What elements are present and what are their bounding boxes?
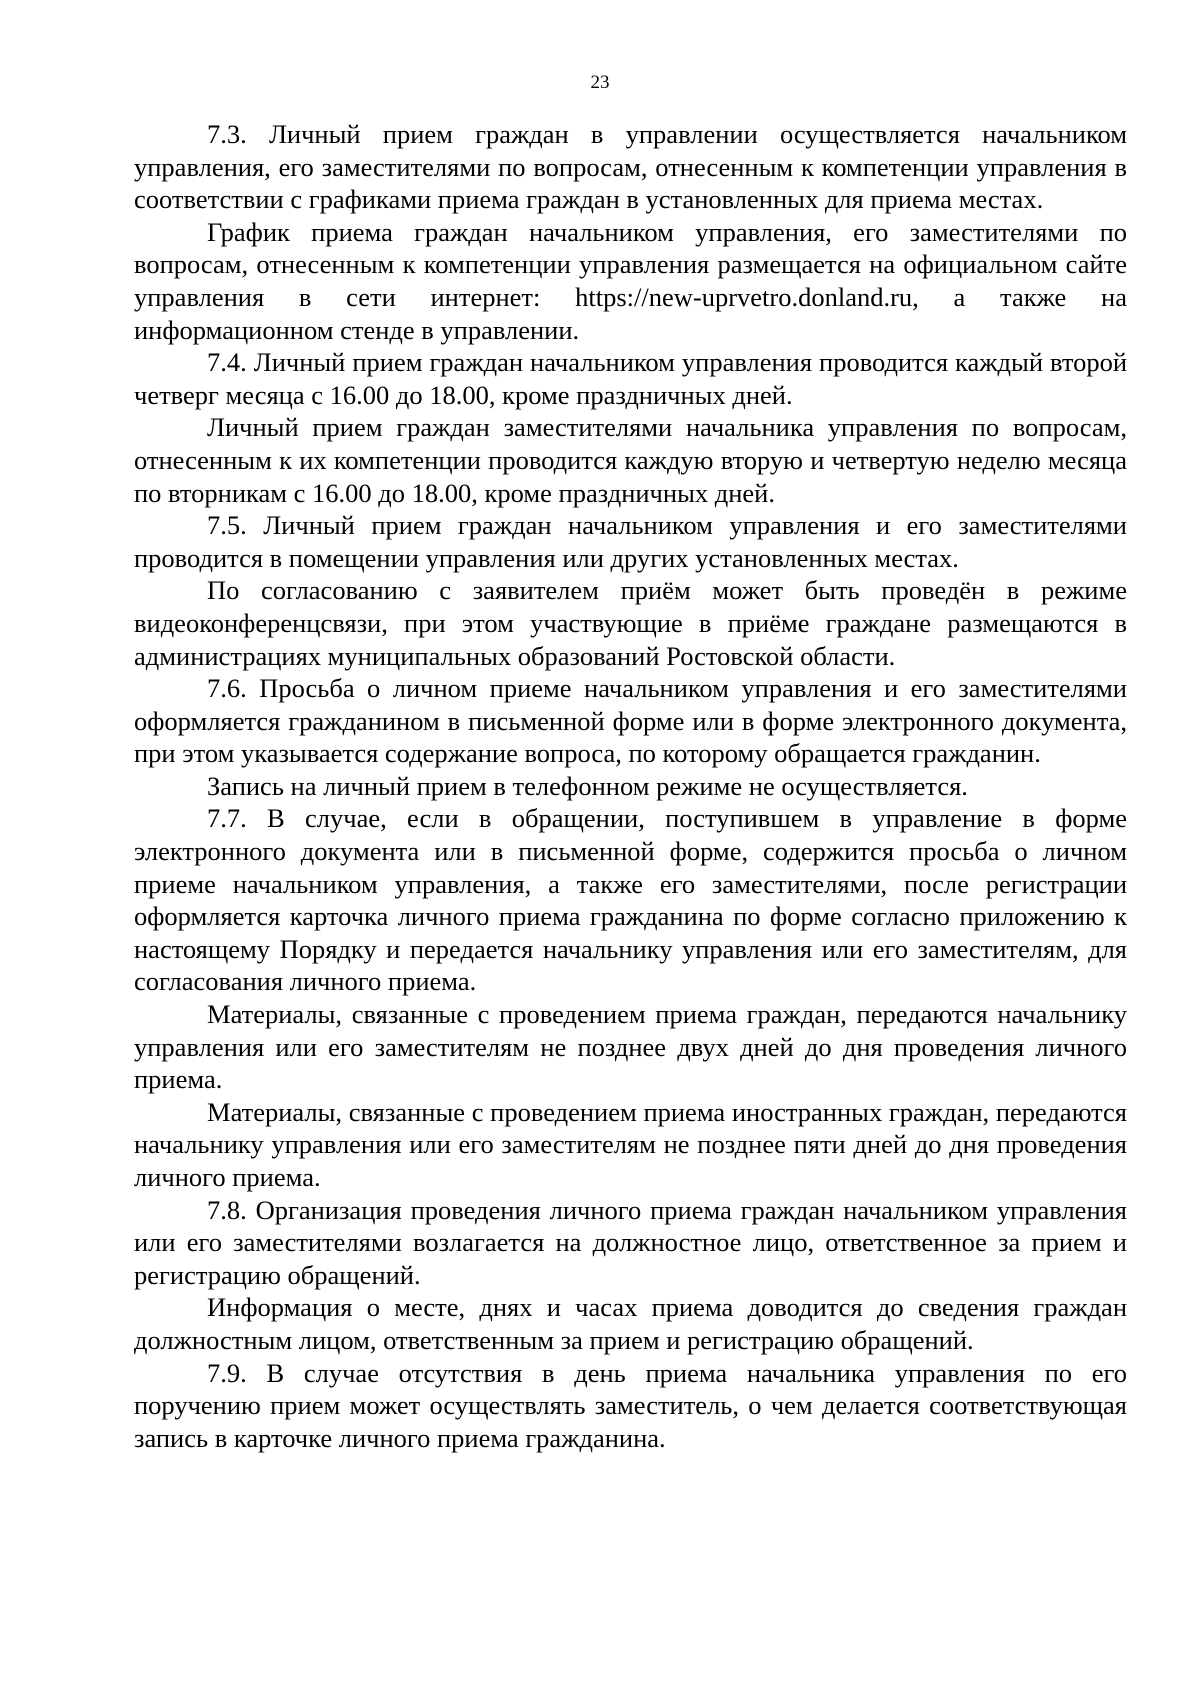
paragraph-materials-citizens: Материалы, связанные с проведением приема граждан, передаются начальнику управления или его заместителям не позднее двух дней до дня проведения личного приема. xyxy=(134,999,1127,1095)
paragraph-7-6: 7.6. Просьба о личном приеме начальником управления и его заместителями оформляется гражданином в письменной форме или в форме электронного документа, при этом указывается содержание вопроса, по которому обращается гражданин. xyxy=(134,673,1127,769)
page-number: 23 xyxy=(590,72,610,93)
paragraph-7-9: 7.9. В случае отсутствия в день приема начальника управления по его поручению прием может осуществлять заместитель, о чем делается соответствующая запись в карточке личного приема гражданина. xyxy=(134,1357,1127,1453)
paragraph-phone-booking: Запись на личный прием в телефонном режиме не осуществляется. xyxy=(207,770,968,801)
paragraph-materials-foreigners: Материалы, связанные с проведением приема иностранных граждан, передаются начальнику управления или его заместителям не позднее пяти дней до дня проведения личного приема. xyxy=(134,1096,1127,1192)
paragraph-7-8: 7.8. Организация проведения личного приема граждан начальником управления или его заместителями возлагается на должностное лицо, ответственное за прием и регистрацию обращений. xyxy=(134,1194,1127,1290)
paragraph-videoconference: По согласованию с заявителем приём может быть проведён в режиме видеоконференцсвязи, при этом участвующие в приёме граждане размещаются в администрациях муниципальных образований Ростовской области. xyxy=(134,575,1127,671)
paragraph-7-4: 7.4. Личный прием граждан начальником управления проводится каждый второй четверг месяца с 16.00 до 18.00, кроме праздничных дней. xyxy=(134,347,1127,410)
document-body xyxy=(134,118,1127,1454)
paragraph-7-3: 7.3. Личный прием граждан в управлении осуществляется начальником управления, его заместителями по вопросам, отнесенным к компетенции управления в соответствии с графиками приема граждан в установленных для приема местах. xyxy=(134,119,1127,215)
paragraph-7-7: 7.7. В случае, если в обращении, поступившем в управление в форме электронного документа или в письменной форме, содержится просьба о личном приеме начальником управления, а также его заместителями, после регистрации оформляется карточка личного приема гражданина по форме согласно приложению к настоящему Порядку и передается начальнику управления или его заместителям, для согласования личного приема. xyxy=(134,803,1127,997)
paragraph-reception-schedule: График приема граждан начальником управления, его заместителями по вопросам, отнесенным к компетенции управления размещается на официальном сайте управления в сети интернет: https://new-uprvetro.donland.ru, а также на информационном стенде в управлении. xyxy=(134,216,1127,345)
paragraph-7-5: 7.5. Личный прием граждан начальником управления и его заместителями проводится в помещении управления или других установленных местах. xyxy=(134,510,1127,573)
paragraph-deputies-reception: Личный прием граждан заместителями начальника управления по вопросам, отнесенным к их компетенции проводится каждую вторую и четвертую неделю месяца по вторникам с 16.00 до 18.00, кроме праздничных дней. xyxy=(134,412,1127,508)
paragraph-reception-info: Информация о месте, днях и часах приема доводится до сведения граждан должностным лицом, ответственным за прием и регистрацию обращений. xyxy=(134,1292,1127,1355)
